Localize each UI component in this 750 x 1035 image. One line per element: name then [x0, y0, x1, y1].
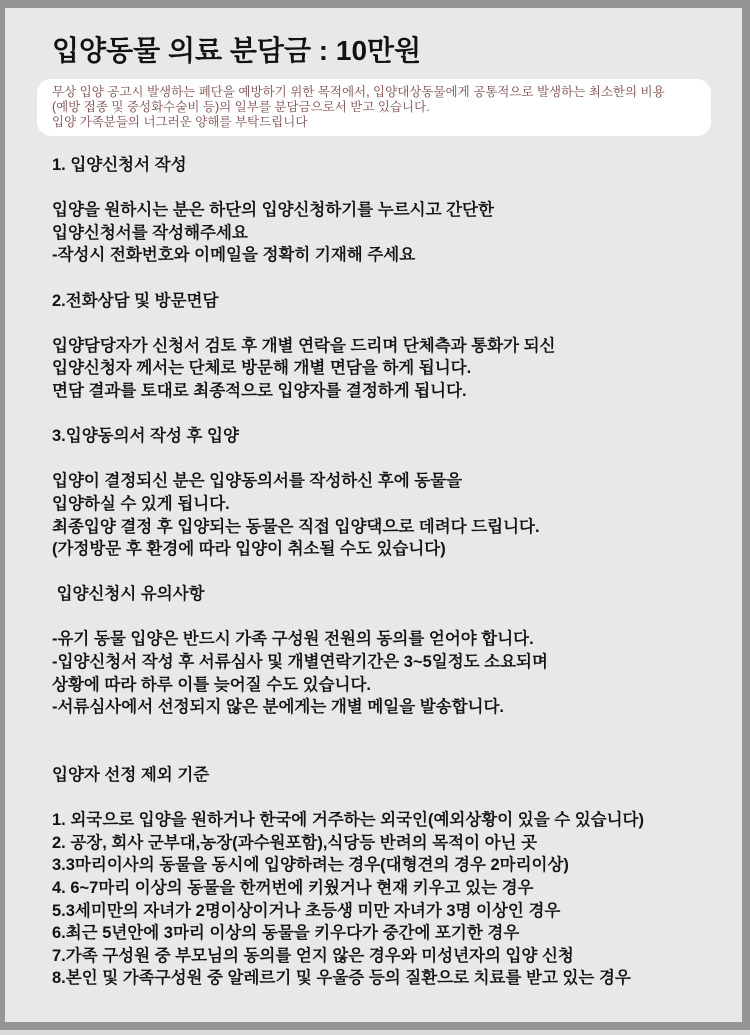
section-line: 입양신청자 께서는 단체로 방문해 개별 면담을 하게 됩니다. [52, 359, 472, 378]
section-line: 입양을 원하시는 분은 하단의 입양신청하기를 누르시고 간단한 [52, 201, 494, 220]
section-heading: 입양자 선정 제외 기준 [52, 766, 210, 785]
page-title: 입양동물 의료 분담금 : 10만원 [52, 35, 422, 66]
section [52, 290, 742, 403]
section-line: 최종입양 결정 후 입양되는 동물은 직접 입양댁으로 데려다 드립니다. [52, 517, 540, 536]
section-line: 입양신청서를 작성해주세요 [52, 223, 248, 242]
section [52, 583, 742, 719]
section-line: 4. 6~7마리 이상의 동물을 한꺼번에 키웠거나 현재 키우고 있는 경우 [52, 879, 534, 897]
section-heading: 1. 입양신청서 작성 [52, 156, 187, 174]
section-line: 입양하실 수 있게 됩니다. [52, 494, 230, 513]
section-line: -서류심사에서 선정되지 않은 분에게는 개별 메일을 발송합니다. [52, 698, 504, 717]
section-line: -유기 동물 입양은 반드시 가족 구성원 전원의 동의를 얻어야 합니다. [52, 630, 534, 649]
section-line: 5.3세미만의 자녀가 2명이상이거나 초등생 미만 자녀가 3명 이상인 경우 [52, 901, 561, 920]
section-line: 면담 결과를 토대로 최종적으로 입양자를 결정하게 됩니다. [52, 381, 467, 400]
section-line: 7.가족 구성원 중 부모님의 동의를 얻지 않은 경우와 미성년자의 입양 신청 [52, 946, 574, 965]
document-content [5, 35, 742, 990]
section-heading: 입양신청시 유의사항 [52, 585, 205, 604]
sections-container [52, 154, 742, 990]
section [52, 764, 742, 990]
section-line: (가정방문 후 환경에 따라 입양이 취소될 수도 있습니다) [52, 540, 446, 559]
section-line: 입양이 결정되신 분은 입양동의서를 작성하신 후에 동물을 [52, 472, 463, 491]
section-line: 입양담당자가 신청서 검토 후 개별 연락을 드리며 단체측과 통화가 되신 [52, 336, 556, 355]
section-line: 1. 외국으로 입양을 원하거나 한국에 거주하는 외국인(예외상황이 있을 수 있습니다) [52, 811, 644, 830]
section-line: 8.본인 및 가족구성원 중 알레르기 및 우울증 등의 질환으로 치료를 받고 있는 경우 [52, 969, 631, 988]
section [52, 425, 742, 561]
section-line: 2. 공장, 회사 군부대,농장(과수원포함),식당등 반려의 목적이 아닌 곳 [52, 833, 538, 852]
section-heading: 3.입양동의서 작성 후 입양 [52, 427, 239, 446]
section-heading: 2.전화상담 및 방문면담 [52, 291, 219, 310]
section-line: 6.최근 5년안에 3마리 이상의 동물을 키우다가 중간에 포기한 경우 [52, 924, 520, 943]
section-line: -입양신청서 작성 후 서류심사 및 개별연락기간은 3~5일정도 소요되며 [52, 653, 548, 672]
fee-notice-line: 입양 가족분들의 너그러운 양해를 부탁드립니다 [52, 115, 308, 129]
fee-notice-line: (예방 접종 및 중성화수술비 등)의 일부를 분담금으로서 받고 있습니다. [52, 100, 430, 114]
fee-notice-line: 무상 입양 공고시 발생하는 폐단을 예방하기 위한 목적에서, 입양대상동물에게 공통적으로 발생하는 최소한의 비용 [52, 85, 665, 99]
fee-notice-box [37, 79, 711, 136]
section-line: 상황에 따라 하루 이틀 늦어질 수도 있습니다. [52, 675, 371, 694]
section [52, 154, 742, 267]
section-line: -작성시 전화번호와 이메일을 정확히 기재해 주세요 [52, 246, 416, 265]
section-line: 3.3마리이사의 동물을 동시에 입양하려는 경우(대형견의 경우 2마리이상) [52, 856, 569, 875]
